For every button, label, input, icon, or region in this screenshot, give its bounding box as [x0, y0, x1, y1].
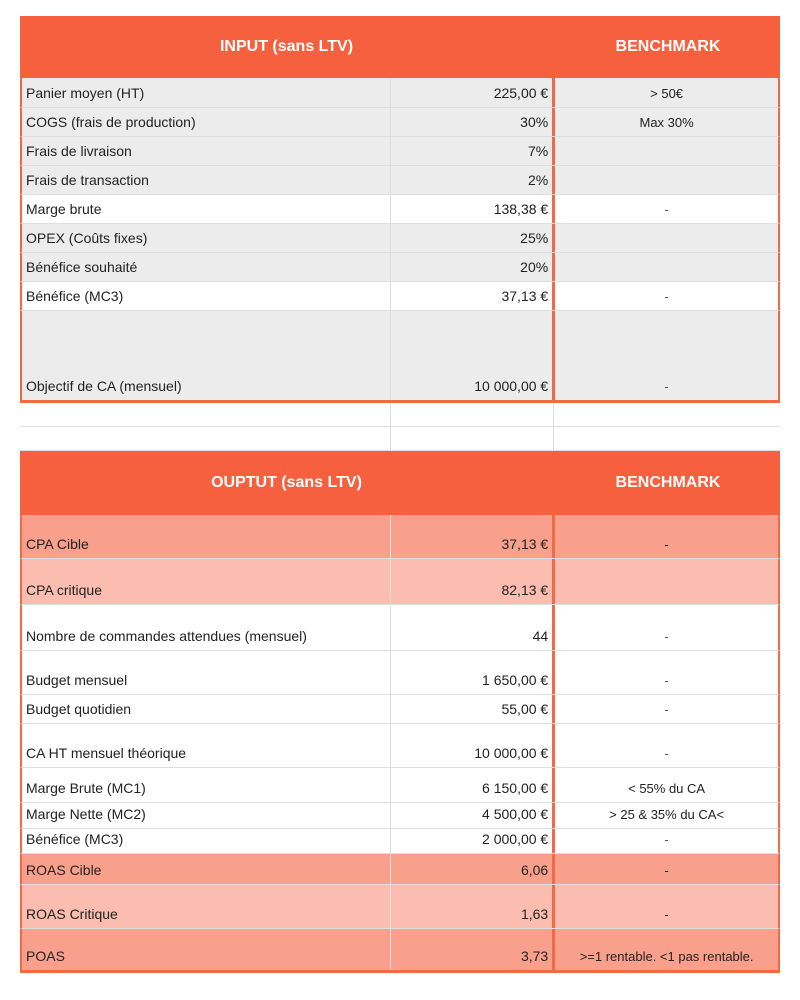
blank-row	[20, 403, 780, 427]
row-benchmark[interactable]: -	[552, 651, 778, 694]
blank-row	[20, 427, 780, 451]
empty-cell[interactable]	[390, 403, 553, 426]
row-value[interactable]: 82,13 €	[390, 559, 552, 604]
row-benchmark[interactable]: -	[552, 605, 778, 650]
table-row	[20, 768, 780, 803]
table-row	[20, 829, 780, 854]
row-value[interactable]: 37,13 €	[390, 515, 552, 558]
row-value[interactable]: 44	[390, 605, 552, 650]
row-label[interactable]: Marge Nette (MC2)	[26, 806, 146, 822]
output-benchmark-title[interactable]: BENCHMARK	[553, 451, 780, 515]
input-title[interactable]: INPUT (sans LTV)	[219, 38, 354, 55]
row-value[interactable]: 138,38 €	[390, 195, 552, 223]
row-value[interactable]: 2%	[390, 166, 552, 194]
table-row	[20, 651, 780, 695]
table-row	[20, 282, 780, 311]
row-benchmark[interactable]: -	[552, 282, 778, 310]
empty-cell[interactable]	[20, 427, 390, 450]
row-benchmark[interactable]: > 25 & 35% du CA<	[552, 803, 778, 828]
row-benchmark[interactable]: -	[552, 854, 778, 884]
row-label[interactable]: Marge Brute (MC1)	[26, 780, 146, 796]
row-benchmark[interactable]	[552, 559, 778, 604]
output-header-row	[20, 451, 780, 515]
row-benchmark[interactable]: Max 30%	[552, 108, 778, 136]
row-label[interactable]: COGS (frais de production)	[26, 114, 196, 130]
table-row	[20, 605, 780, 651]
row-benchmark[interactable]: > 50€	[552, 78, 778, 107]
table-row	[20, 311, 780, 403]
table-row	[20, 195, 780, 224]
row-value[interactable]: 4 500,00 €	[390, 803, 552, 828]
row-benchmark[interactable]: -	[552, 195, 778, 223]
row-benchmark[interactable]: -	[552, 695, 778, 723]
empty-cell[interactable]	[390, 427, 553, 450]
row-label[interactable]: POAS	[26, 948, 65, 964]
row-label[interactable]: CA HT mensuel théorique	[26, 745, 187, 761]
row-value[interactable]: 2 000,00 €	[390, 829, 552, 853]
row-label[interactable]: ROAS Critique	[26, 906, 118, 922]
row-value[interactable]: 6,06	[390, 854, 552, 884]
row-benchmark[interactable]: >=1 rentable. <1 pas rentable.	[552, 929, 778, 970]
input-benchmark-title[interactable]: BENCHMARK	[553, 16, 780, 78]
table-row	[20, 929, 780, 973]
row-label[interactable]: Budget mensuel	[26, 672, 128, 688]
table-row	[20, 166, 780, 195]
table-row	[20, 224, 780, 253]
table-row	[20, 885, 780, 929]
output-title[interactable]: OUPTUT (sans LTV)	[211, 474, 362, 491]
empty-cell[interactable]	[553, 427, 780, 450]
row-value[interactable]: 3,73	[390, 929, 552, 970]
row-benchmark[interactable]	[552, 137, 778, 165]
row-label[interactable]: Budget quotidien	[26, 701, 132, 717]
table-row	[20, 108, 780, 137]
row-value[interactable]: 1 650,00 €	[390, 651, 552, 694]
input-header-row	[20, 16, 780, 78]
table-row	[20, 515, 780, 559]
row-label[interactable]: CPA Cible	[26, 536, 89, 552]
row-label[interactable]: Nombre de commandes attendues (mensuel)	[26, 628, 307, 644]
table-row	[20, 137, 780, 166]
row-benchmark[interactable]: -	[552, 311, 778, 400]
row-value[interactable]: 30%	[390, 108, 552, 136]
empty-cell[interactable]	[20, 403, 390, 426]
row-label[interactable]: Bénéfice (MC3)	[26, 288, 124, 304]
row-label[interactable]: Bénéfice souhaité	[26, 259, 138, 275]
row-benchmark[interactable]: -	[552, 885, 778, 928]
row-value[interactable]: 55,00 €	[390, 695, 552, 723]
row-benchmark[interactable]	[552, 166, 778, 194]
row-benchmark[interactable]: < 55% du CA	[552, 768, 778, 802]
row-value[interactable]: 20%	[390, 253, 552, 281]
row-benchmark[interactable]	[552, 224, 778, 252]
row-value[interactable]: 10 000,00 €	[390, 311, 552, 400]
row-benchmark[interactable]: -	[552, 829, 778, 853]
row-benchmark[interactable]	[552, 253, 778, 281]
row-label[interactable]: ROAS Cible	[26, 862, 102, 878]
row-label[interactable]: Panier moyen (HT)	[26, 85, 145, 101]
row-label[interactable]: Frais de livraison	[26, 143, 132, 159]
row-value[interactable]: 6 150,00 €	[390, 768, 552, 802]
spreadsheet	[20, 16, 780, 973]
row-label[interactable]: OPEX (Coûts fixes)	[26, 230, 148, 246]
row-label[interactable]: CPA critique	[26, 582, 102, 598]
row-value[interactable]: 10 000,00 €	[390, 724, 552, 767]
row-value[interactable]: 37,13 €	[390, 282, 552, 310]
row-label[interactable]: Objectif de CA (mensuel)	[26, 378, 182, 394]
empty-cell[interactable]	[553, 403, 780, 426]
row-value[interactable]: 25%	[390, 224, 552, 252]
table-row	[20, 253, 780, 282]
table-row	[20, 724, 780, 768]
table-row	[20, 78, 780, 108]
row-label[interactable]: Marge brute	[26, 201, 102, 217]
row-value[interactable]: 225,00 €	[390, 78, 552, 107]
table-row	[20, 803, 780, 829]
row-benchmark[interactable]: -	[552, 724, 778, 767]
row-benchmark[interactable]: -	[552, 515, 778, 558]
table-row	[20, 559, 780, 605]
row-label[interactable]: Frais de transaction	[26, 172, 149, 188]
table-row	[20, 854, 780, 885]
row-label[interactable]: Bénéfice (MC3)	[26, 831, 124, 847]
row-value[interactable]: 1,63	[390, 885, 552, 928]
row-value[interactable]: 7%	[390, 137, 552, 165]
table-row	[20, 695, 780, 724]
